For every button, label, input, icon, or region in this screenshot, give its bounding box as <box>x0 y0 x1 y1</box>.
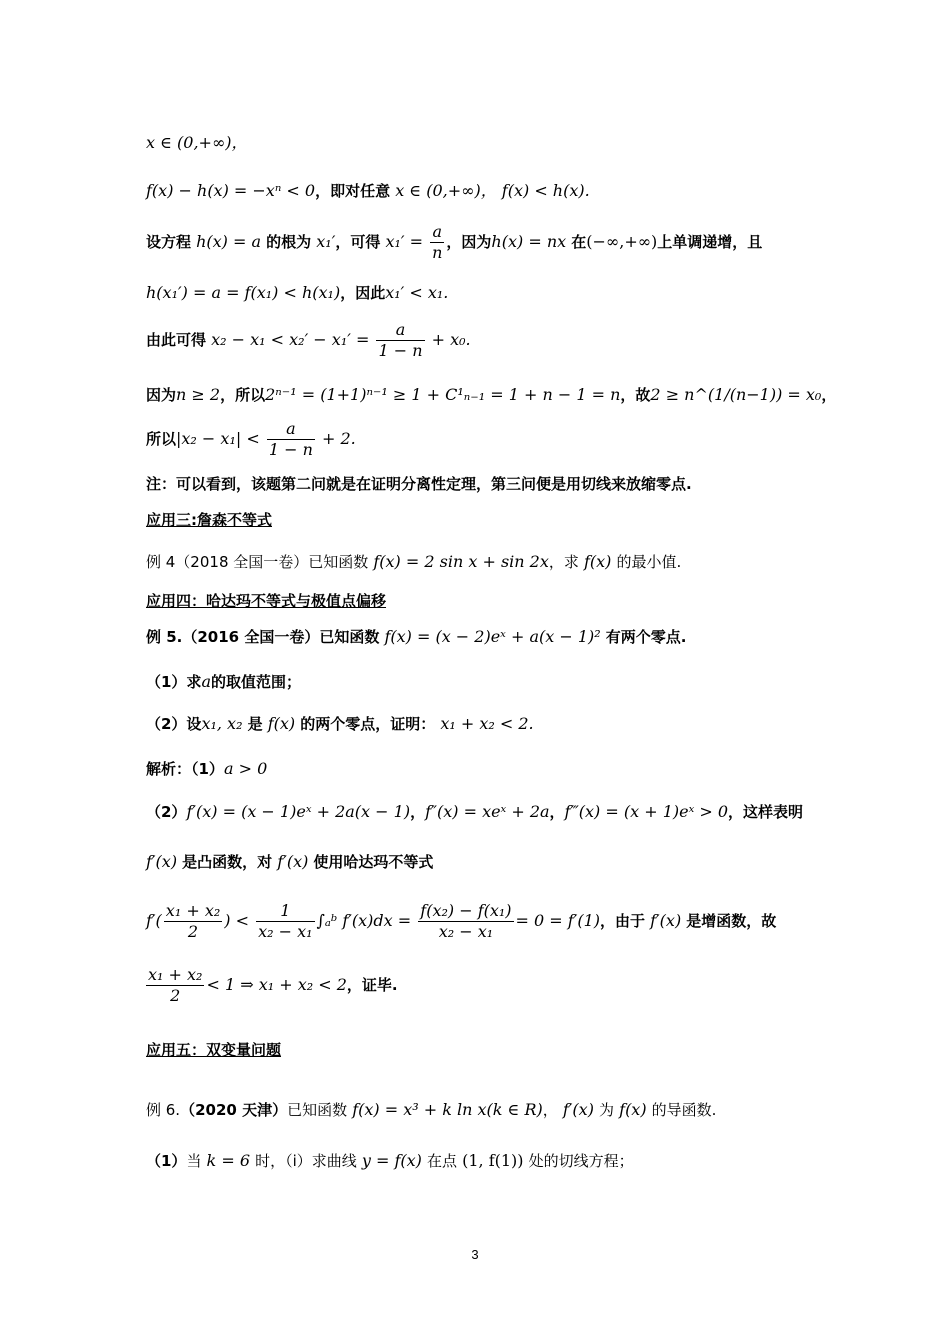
section-heading-two-variable: 应用五：双变量问题 <box>146 1041 282 1059</box>
hadamard-inequality: f′( $\frac{\text{x₁ + x₂}}{2}$ ) < $\frac{1}{\text{x₂ − x₁}}$ ∫ₐᵇ f′(x)dx = $\frac{\text{f(x₂) − f(x₁)}}{\text{x₂ − x₁}}$ = 0 = f′(1)，由于 f′(x) 是增函数，故 <box>146 901 777 941</box>
example-5: 例 5.（2016 全国一卷）已知函数 f(x) = (x − 2)eˣ + a(x − 1)² 有两个零点. <box>146 627 687 646</box>
question-2: （2）设x₁, x₂ 是 f(x) 的两个零点，证明： x₁ + x₂ < 2. <box>146 714 534 733</box>
example-6-question-1: （1）当 k = 6 时，（i）求曲线 y = f(x) 在点 (1, f(1)) 处的切线方程； <box>146 1151 634 1170</box>
line-inequality: f(x) − h(x) = −xⁿ < 0，即对任意 x ∈ (0,+∞)， f(x) < h(x). <box>146 181 590 200</box>
line-root-definition: 设方程 h(x) = a 的根为 x₁′，可得 x₁′ = $\frac{a}{n}$ ，因为h(x) = nx 在(−∞,+∞)上单调递增，且 <box>146 222 763 262</box>
example-6: 例 6.（2020 天津）已知函数 f(x) = x³ + k ln x(k ∈ R)， f′(x) 为 f(x) 的导函数. <box>146 1100 717 1119</box>
fraction: $\frac{a}{1 - n}$ <box>378 320 423 360</box>
fraction: $\frac{a}{n}$ <box>432 222 443 262</box>
section-heading-hadamard: 应用四：哈达玛不等式与极值点偏移 <box>146 592 387 610</box>
line-domain: x ∈ (0,+∞)， <box>146 133 248 152</box>
fraction: $\frac{\text{x₁ + x₂}}{2}$ <box>148 965 203 1005</box>
page-number: 3 <box>471 1247 479 1262</box>
line-bound: 因为n ≥ 2，所以2ⁿ⁻¹ = (1+1)ⁿ⁻¹ ≥ 1 + C¹ₙ₋₁ = 1 + n − 1 = n，故2 ≥ n^(1/(n−1)) = x₀， <box>146 385 837 404</box>
convexity-statement: f′(x) 是凸函数，对 f′(x) 使用哈达玛不等式 <box>146 852 434 871</box>
section-heading-jensen: 应用三:詹森不等式 <box>146 511 272 529</box>
line-comparison: h(x₁′) = a = f(x₁) < h(x₁)，因此x₁′ < x₁. <box>146 283 449 302</box>
fraction: $\frac{\text{f(x₂) − f(x₁)}}{\text{x₂ − x₁}}$ <box>420 901 512 941</box>
fraction: $\frac{1}{\text{x₂ − x₁}}$ <box>258 901 313 941</box>
question-1: （1）求a的取值范围； <box>146 672 301 691</box>
example-4: 例 4（2018 全国一卷）已知函数 f(x) = 2 sin x + sin 2x，求 f(x) 的最小值. <box>146 552 682 571</box>
note-paragraph: 注：可以看到，该题第二问就是在证明分离性定理，第三问便是用切线来放缩零点. <box>146 475 692 493</box>
line-derivation: 由此可得 x₂ − x₁ < x₂′ − x₁′ = $\frac{a}{1 - n}$ + x₀. <box>146 320 471 360</box>
solution-1: 解析：（1）a > 0 <box>146 759 268 778</box>
fraction: $\frac{\text{x₁ + x₂}}{2}$ <box>165 901 221 941</box>
solution-2-derivatives: （2）f′(x) = (x − 1)eˣ + 2a(x − 1)，f″(x) = xeˣ + 2a，f‴(x) = (x + 1)eˣ > 0，这样表明 <box>146 802 804 821</box>
line-conclusion: 所以|x₂ − x₁| < $\frac{a}{1 - n}$ + 2. <box>146 419 356 459</box>
proof-conclusion: $\frac{\text{x₁ + x₂}}{2}$ < 1 ⇒ x₁ + x₂ < 2，证毕. <box>148 965 398 1005</box>
fraction: $\frac{a}{1 - n}$ <box>268 419 313 459</box>
